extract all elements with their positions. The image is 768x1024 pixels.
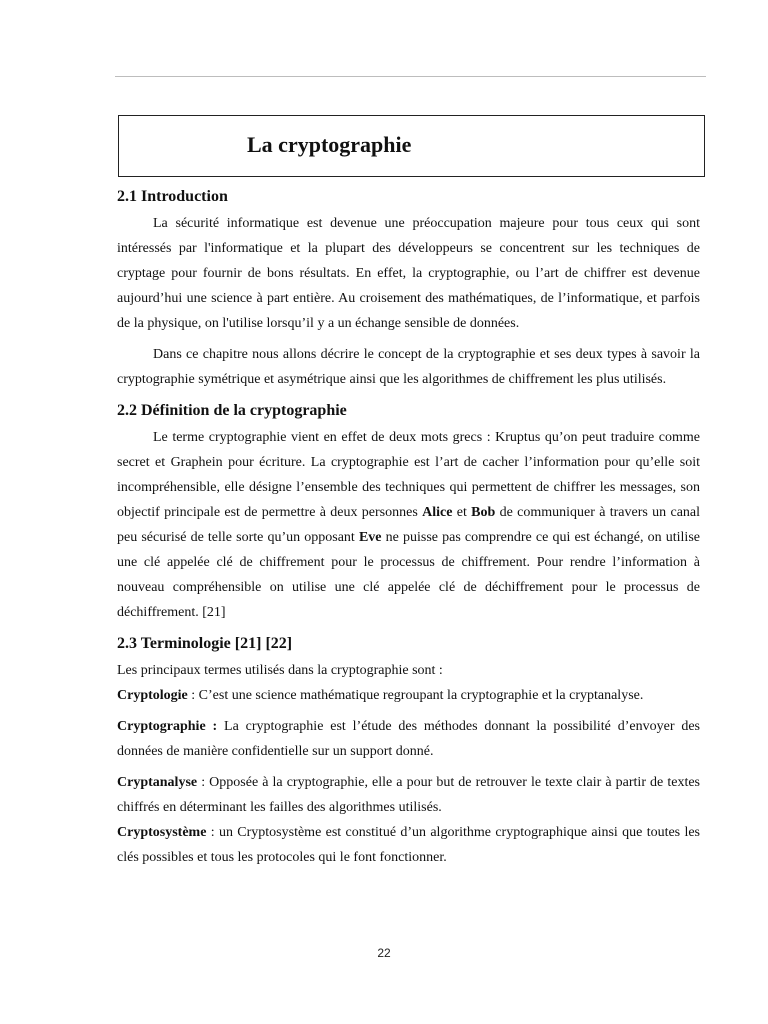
definition-paragraph [117, 425, 700, 625]
header-rule [115, 76, 706, 77]
term-entry [117, 820, 700, 870]
name-eve: Eve [358, 530, 382, 545]
term-separator: : [197, 775, 210, 790]
definition-text-b: et [452, 505, 472, 520]
term-separator: : [187, 688, 199, 703]
term-name: Cryptologie [117, 688, 188, 703]
term-name: Cryptanalyse [117, 775, 198, 790]
term-entry [117, 770, 700, 820]
definition-text-c: de communiquer à travers un canal peu sécurisé de telle sorte qu’un opposant [117, 505, 701, 545]
page-body [117, 184, 700, 876]
definition-text-d: ne puisse pas comprendre ce qui est échangé, on utilise une clé appelée clé de chiffrement pour le processus de chiffrement. Pour rendre l’information à nouveau compréhensible on utilise une clé appelée clé de déchiffrement pour le processus de déchiffrement. [21] [117, 530, 700, 620]
name-alice: Alice [422, 505, 453, 520]
intro-paragraph-2: Dans ce chapitre nous allons décrire le concept de la cryptographie et ses deux types à savoir la cryptographie symétrique et asymétrique ainsi que les algorithmes de chiffrement les plus utilisés. [117, 347, 700, 387]
term-definition: un Cryptosystème est constitué d’un algorithme cryptographique ainsi que toutes les clés possibles et tous les protocoles qui le font fonctionner. [117, 825, 701, 865]
name-bob: Bob [471, 505, 496, 520]
term-name: Cryptosystème [117, 825, 207, 840]
term-separator: : [206, 825, 219, 840]
chapter-title: La cryptographie [247, 132, 412, 157]
section-heading-terminologie: 2.3 Terminologie [21] [22] [117, 635, 293, 652]
term-definition: La cryptographie est l’étude des méthodes donnant la possibilité d’envoyer des données de manière confidentielle sur un support donné. [117, 719, 701, 759]
term-definition: Opposée à la cryptographie, elle a pour but de retrouver le texte clair à partir de textes chiffrés en déterminant les failles des algorithmes utilisés. [117, 775, 700, 815]
section-heading-introduction: 2.1 Introduction [117, 188, 228, 205]
intro-paragraph-1: La sécurité informatique est devenue une préoccupation majeure pour tous ceux qui sont intéressés par l'informatique et la plupart des développeurs se concentrent sur les techniques de cryptage pour fournir de bons résultats. En effet, la cryptographie, ou l’art de chiffrer est devenue aujourd’hui une science à part entière. Au croisement des mathématiques, de l’informatique, et parfois de la physique, on l'utilise lorsqu’il y a un échange sensible de données. [117, 216, 700, 331]
definition-text-a: Le terme cryptographie vient en effet de deux mots grecs : Kruptus qu’on peut traduire comme secret et Graphein pour écriture. La cryptographie est l’art de cacher l’information pour qu’elle soit incompréhensible, elle désigne l’ensemble des techniques qui permettent de chiffrer les messages, son objectif principale est de permettre à deux personnes [117, 430, 700, 520]
term-entry [117, 683, 700, 708]
chapter-title-box [118, 115, 705, 177]
terminologie-intro: Les principaux termes utilisés dans la cryptographie sont : [117, 663, 443, 678]
page-number: 22 [377, 946, 391, 960]
term-entry [117, 714, 700, 764]
term-name: Cryptographie : [117, 719, 218, 734]
term-definition: C’est une science mathématique regroupant la cryptographie et la cryptanalyse. [198, 688, 644, 703]
section-heading-definition: 2.2 Définition de la cryptographie [117, 402, 347, 419]
